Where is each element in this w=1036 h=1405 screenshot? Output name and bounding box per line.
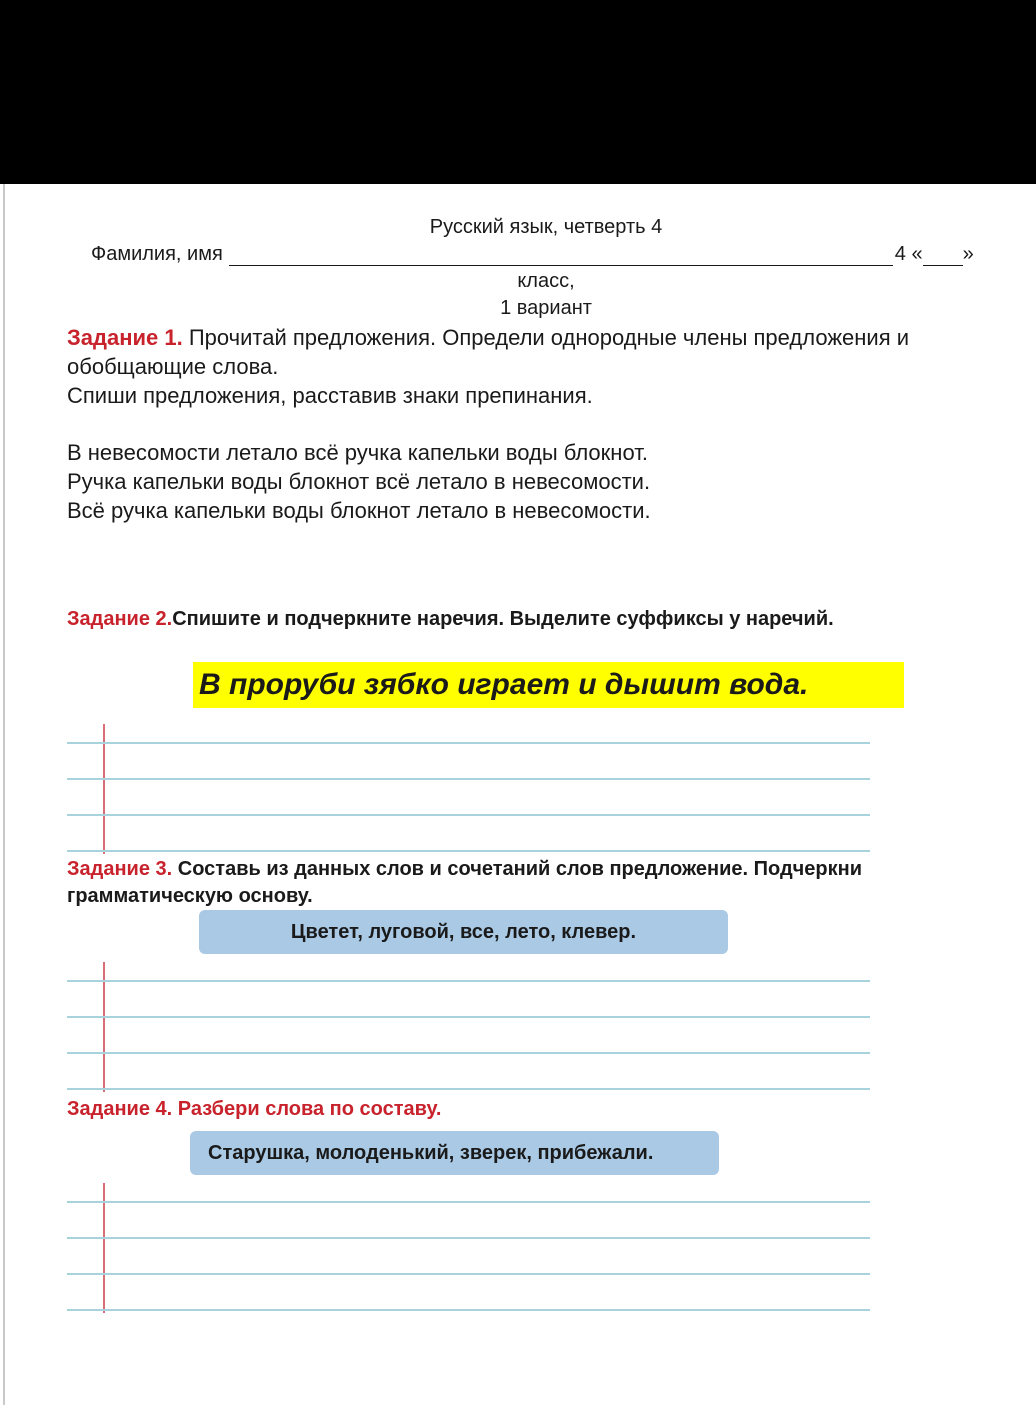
rule-line xyxy=(67,1201,870,1203)
rule-line xyxy=(67,1273,870,1275)
task-2-highlighted-sentence: В проруби зябко играет и дышит вода. xyxy=(193,662,904,708)
sentence-item: Ручка капельки воды блокнот всё летало в невесомости. xyxy=(67,469,651,494)
rule-line xyxy=(67,814,870,816)
variant-label: 1 вариант xyxy=(500,297,592,319)
page-edge xyxy=(3,184,5,1405)
rule-line xyxy=(67,1237,870,1239)
class-label: класс, xyxy=(517,270,575,292)
task-3-word-box: Цветет, луговой, все, лето, клевер. xyxy=(199,910,728,954)
task-4-word-box: Старушка, молоденький, зверек, прибежали. xyxy=(190,1131,719,1175)
writing-lines-task-3[interactable] xyxy=(67,962,870,1092)
task-1 xyxy=(67,323,1032,410)
task-1-label: Задание 1. xyxy=(67,325,183,350)
task-1-instruction: Прочитай предложения. Определи однородные члены предложения и обобщающие слова. xyxy=(67,325,910,379)
sentence-item: Всё ручка капельки воды блокнот летало в невесомости. xyxy=(67,498,651,523)
rule-line xyxy=(67,742,870,744)
sentence-item: В невесомости летало всё ручка капельки воды блокнот. xyxy=(67,440,648,465)
task-1-instruction-2: Спиши предложения, расставив знаки препинания. xyxy=(67,383,593,408)
writing-lines-task-4[interactable] xyxy=(67,1183,870,1313)
rule-line xyxy=(67,1088,870,1090)
worksheet-title: Русский язык, четверть 4 xyxy=(429,216,663,238)
task-2 xyxy=(67,608,834,631)
margin-line xyxy=(103,724,105,854)
task-2-instruction: Спишите и подчеркните наречия. Выделите суффиксы у наречий. xyxy=(172,608,834,630)
rule-line xyxy=(67,1309,870,1311)
task-3 xyxy=(67,856,1017,910)
task-3-label: Задание 3. xyxy=(67,858,173,880)
rule-line xyxy=(67,850,870,852)
rule-line xyxy=(67,1016,870,1018)
rule-line xyxy=(67,1052,870,1054)
margin-line xyxy=(103,1183,105,1313)
task-4-label: Задание 4. Разбери слова по составу. xyxy=(67,1098,442,1120)
writing-lines-task-2[interactable] xyxy=(67,724,870,854)
grade-suffix: » xyxy=(962,243,974,265)
task-1-sentences xyxy=(67,438,651,525)
top-black-bar xyxy=(0,0,1036,184)
name-label: Фамилия, имя xyxy=(91,243,223,265)
grade-letter-blank[interactable] xyxy=(923,247,963,266)
name-row xyxy=(91,243,974,266)
name-field-line[interactable] xyxy=(229,245,893,266)
rule-line xyxy=(67,980,870,982)
margin-line xyxy=(103,962,105,1092)
rule-line xyxy=(67,778,870,780)
task-2-label: Задание 2. xyxy=(67,608,173,630)
task-3-instruction: Составь из данных слов и сочетаний слов предложение. Подчеркни грамматическую основу. xyxy=(67,858,862,907)
grade-prefix: 4 « xyxy=(894,243,923,265)
